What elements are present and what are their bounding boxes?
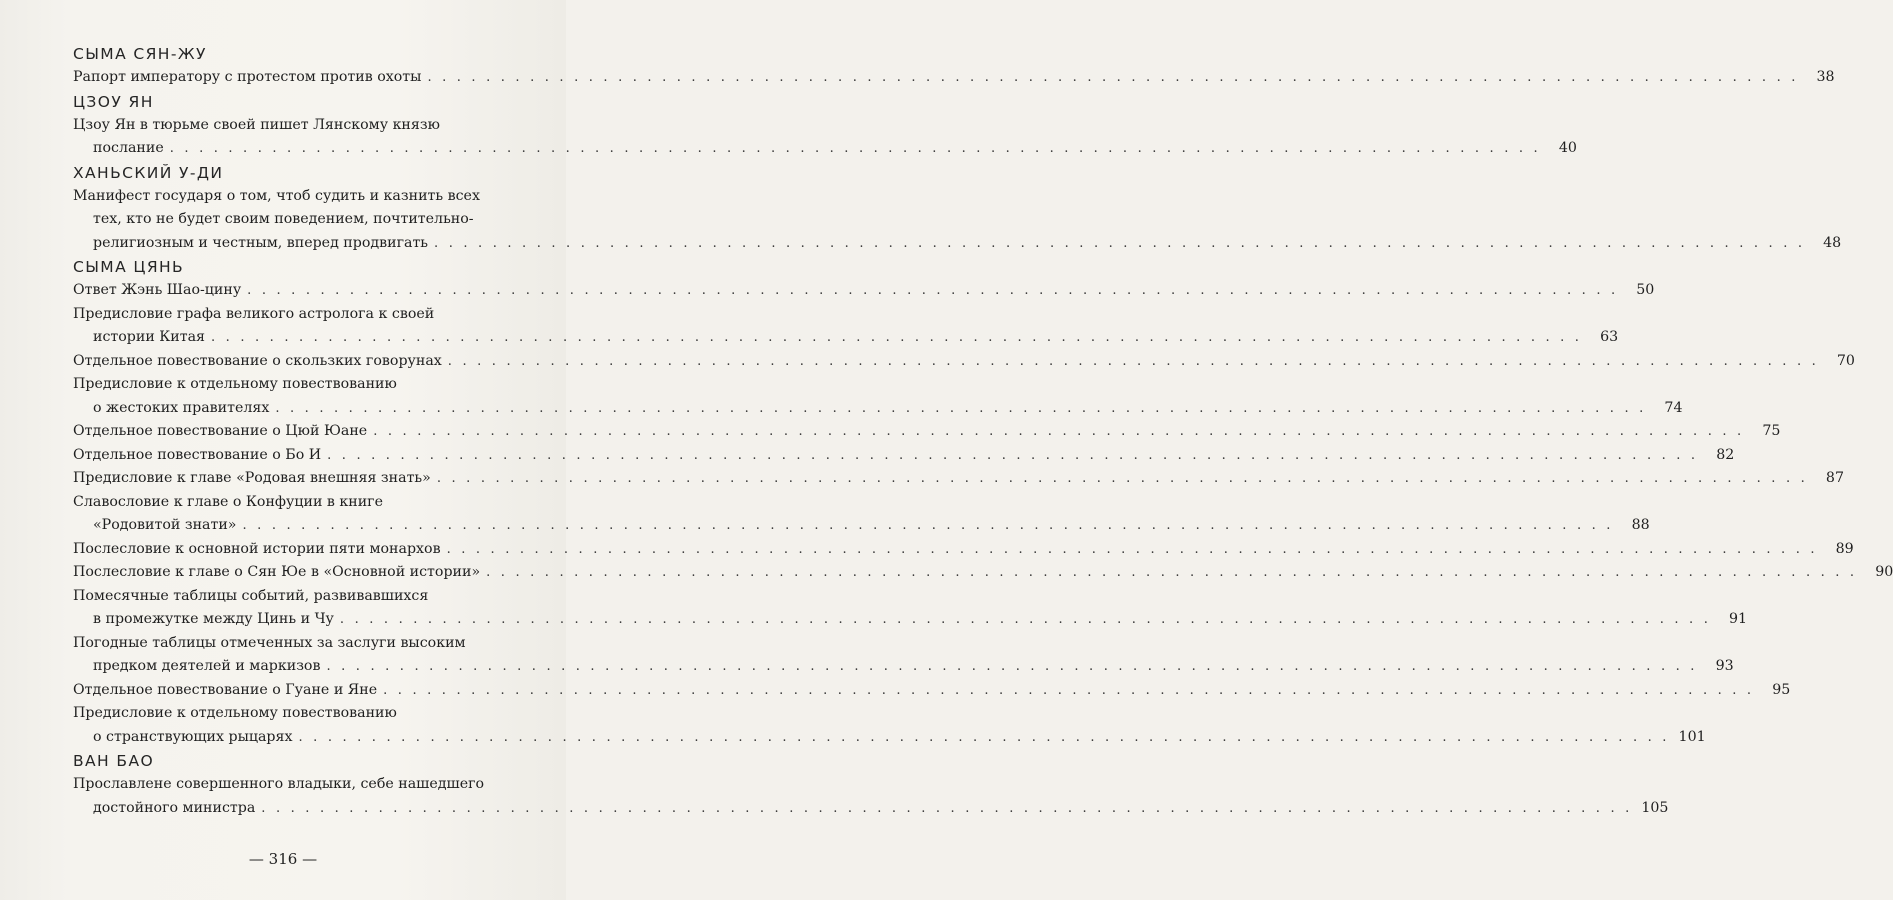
entry-title-text: Послесловие к главе о Сян Юе в «Основной истории» bbox=[73, 564, 481, 580]
toc-entry[interactable] bbox=[73, 679, 1791, 703]
dot-leader: . . . . . . . . . . . . . . . . . . . . . . . . . . . . . . . . . . . . . . . . . . . . . . . . . . . . . . . . . . . . . . . . . . . . . . . . . . . . . . . . . . . . . . . . . . . . . . bbox=[242, 518, 1614, 533]
toc-entry-line bbox=[73, 726, 1706, 750]
toc-entry[interactable] bbox=[73, 561, 1893, 585]
toc-section bbox=[73, 749, 1669, 820]
entry-title-text: о жестоких правителях bbox=[93, 399, 270, 416]
toc-entry-line bbox=[73, 467, 1844, 491]
dot-leader: . . . . . . . . . . . . . . . . . . . . . . . . . . . . . . . . . . . . . . . . . . . . . . . . . . . . . . . . . . . . . . . . . . . . . . . . . . . . . . . . . . . . . . . . . . . . . . bbox=[446, 541, 1818, 557]
dot-leader: . . . . . . . . . . . . . . . . . . . . . . . . . . . . . . . . . . . . . . . . . . . . . . . . . . . . . . . . . . . . . . . . . . . . . . . . . . . . . . . . . . . . . . . . . . . . . . bbox=[436, 471, 1808, 486]
dot-leader: . . . . . . . . . . . . . . . . . . . . . . . . . . . . . . . . . . . . . . . . . . . . . . . . . . . . . . . . . . . . . . . . . . . . . . . . . . . . . . . . . . . . . . . . . . . . . . bbox=[447, 353, 1819, 369]
toc-section bbox=[73, 255, 1893, 749]
author-heading: ВАН БАО bbox=[73, 752, 155, 770]
entry-page-number: 93 bbox=[1715, 658, 1734, 674]
toc-entry-line bbox=[73, 702, 537, 726]
page-number-footer: — 316 — bbox=[248, 850, 318, 868]
entry-title-text: Предисловие к главе «Родовая внешняя знать» bbox=[73, 470, 431, 486]
dot-leader: . . . . . . . . . . . . . . . . . . . . . . . . . . . . . . . . . . . . . . . . . . . . . . . . . . . . . . . . . . . . . . . . . . . . . . . . . . . . . . . . . . . . . . . . . . . . . . bbox=[298, 729, 1670, 745]
toc-entry-line bbox=[73, 114, 537, 138]
toc-entry[interactable] bbox=[73, 444, 1735, 468]
entry-page-number: 50 bbox=[1636, 282, 1655, 298]
toc-entry-line bbox=[73, 420, 1781, 444]
entry-title-text: Прославлене совершенного владыки, себе нашедшего bbox=[73, 776, 485, 792]
toc-entry-line bbox=[73, 585, 537, 609]
toc-entry[interactable] bbox=[73, 303, 1619, 350]
toc-entry[interactable] bbox=[73, 773, 1669, 820]
entry-title-text: Ответ Жэнь Шао-цину bbox=[73, 282, 242, 298]
dot-leader: . . . . . . . . . . . . . . . . . . . . . . . . . . . . . . . . . . . . . . . . . . . . . . . . . . . . . . . . . . . . . . . . . . . . . . . . . . . . . . . . . . . . . . . . . . . . . . bbox=[211, 330, 1583, 345]
toc-entry[interactable] bbox=[73, 632, 1734, 679]
entry-title-text: Рапорт императору с протестом против охоты bbox=[73, 69, 422, 85]
toc-section bbox=[73, 90, 1577, 161]
dot-leader: . . . . . . . . . . . . . . . . . . . . . . . . . . . . . . . . . . . . . . . . . . . . . . . . . . . . . . . . . . . . . . . . . . . . . . . . . . . . . . . . . . . . . . . . . . . . . . bbox=[427, 70, 1799, 85]
dot-leader: . . . . . . . . . . . . . . . . . . . . . . . . . . . . . . . . . . . . . . . . . . . . . . . . . . . . . . . . . . . . . . . . . . . . . . . . . . . . . . . . . . . . . . . . . . . . . . bbox=[326, 659, 1698, 674]
entry-title-text: послание bbox=[93, 140, 164, 156]
toc-section bbox=[73, 161, 1842, 256]
toc-entry-line bbox=[73, 397, 1683, 421]
author-heading: ЦЗОУ ЯН bbox=[73, 92, 154, 111]
dot-leader: . . . . . . . . . . . . . . . . . . . . . . . . . . . . . . . . . . . . . . . . . . . . . . . . . . . . . . . . . . . . . . . . . . . . . . . . . . . . . . . . . . . . . . . . . . . . . . bbox=[486, 565, 1858, 580]
entry-title-text: Манифест государя о том, чтоб судить и казнить всех bbox=[73, 187, 480, 204]
toc-entry[interactable] bbox=[73, 350, 1855, 374]
toc-entry-line bbox=[73, 326, 1619, 350]
entry-page-number: 75 bbox=[1762, 423, 1781, 439]
toc-entry-line bbox=[73, 279, 1655, 303]
entry-title-text: достойного министра bbox=[93, 799, 256, 816]
entry-title-text: Предисловие графа великого астролога к своей bbox=[73, 305, 435, 322]
entry-title-text: Славословие к главе о Конфуции в книге bbox=[73, 493, 384, 510]
toc-entry[interactable] bbox=[73, 420, 1781, 444]
entry-title-text: о странствующих рыцарях bbox=[93, 728, 293, 745]
toc-section bbox=[73, 42, 1835, 90]
dot-leader: . . . . . . . . . . . . . . . . . . . . . . . . . . . . . . . . . . . . . . . . . . . . . . . . . . . . . . . . . . . . . . . . . . . . . . . . . . . . . . . . . . . . . . . . . . . . . . bbox=[247, 283, 1619, 298]
author-heading: СЫМА ЦЯНЬ bbox=[73, 258, 185, 276]
entry-title-text: Предисловие к отдельному повествованию bbox=[73, 705, 397, 721]
toc-entry[interactable] bbox=[73, 491, 1650, 538]
entry-title-text: Послесловие к основной истории пяти монархов bbox=[73, 540, 441, 557]
entry-page-number: 95 bbox=[1772, 681, 1791, 698]
entry-title-text: Отдельное повествование о Бо И bbox=[73, 446, 322, 463]
toc-entry-line bbox=[73, 608, 1748, 632]
entry-page-number: 48 bbox=[1823, 234, 1842, 251]
toc-entry[interactable] bbox=[73, 702, 1706, 749]
entry-title-text: «Родовитой знати» bbox=[93, 517, 237, 533]
dot-leader: . . . . . . . . . . . . . . . . . . . . . . . . . . . . . . . . . . . . . . . . . . . . . . . . . . . . . . . . . . . . . . . . . . . . . . . . . . . . . . . . . . . . . . . . . . . . . . bbox=[373, 424, 1745, 439]
toc-entry[interactable] bbox=[73, 373, 1683, 420]
dot-leader: . . . . . . . . . . . . . . . . . . . . . . . . . . . . . . . . . . . . . . . . . . . . . . . . . . . . . . . . . . . . . . . . . . . . . . . . . . . . . . . . . . . . . . . . . . . . . . bbox=[169, 141, 1541, 156]
toc-entry-line bbox=[73, 444, 1735, 468]
entry-title-text: предком деятелей и маркизов bbox=[93, 658, 321, 674]
entry-title-text: Помесячные таблицы событий, развивавшихся bbox=[73, 587, 429, 604]
toc-entry-line bbox=[73, 137, 1577, 161]
dot-leader: . . . . . . . . . . . . . . . . . . . . . . . . . . . . . . . . . . . . . . . . . . . . . . . . . . . . . . . . . . . . . . . . . . . . . . . . . . . . . . . . . . . . . . . . . . . . . . bbox=[339, 612, 1712, 627]
entry-page-number: 90 bbox=[1875, 564, 1893, 580]
toc-entry[interactable] bbox=[73, 538, 1854, 562]
entry-title-text: Отдельное повествование о Цюй Юане bbox=[73, 423, 368, 439]
entry-page-number: 82 bbox=[1716, 446, 1735, 463]
toc-entry-line bbox=[73, 679, 1791, 703]
author-heading: СЫМА СЯН-ЖУ bbox=[73, 45, 207, 63]
entry-title-text: в промежутке между Цинь и Чу bbox=[93, 611, 334, 627]
entry-page-number: 91 bbox=[1729, 611, 1748, 627]
toc-entry-line bbox=[73, 655, 1734, 679]
entry-page-number: 88 bbox=[1631, 517, 1650, 533]
toc-entry-line bbox=[73, 773, 537, 797]
dot-leader: . . . . . . . . . . . . . . . . . . . . . . . . . . . . . . . . . . . . . . . . . . . . . . . . . . . . . . . . . . . . . . . . . . . . . . . . . . . . . . . . . . . . . . . . . . . . . . bbox=[327, 447, 1699, 463]
dot-leader: . . . . . . . . . . . . . . . . . . . . . . . . . . . . . . . . . . . . . . . . . . . . . . . . . . . . . . . . . . . . . . . . . . . . . . . . . . . . . . . . . . . . . . . . . . . . . . bbox=[275, 400, 1647, 416]
toc-entry-line bbox=[73, 185, 537, 209]
toc-entry-line bbox=[73, 350, 1855, 374]
entry-page-number: 89 bbox=[1835, 540, 1854, 557]
toc-entry-line bbox=[73, 208, 537, 232]
toc-entry[interactable] bbox=[73, 185, 1842, 256]
toc-entry-line bbox=[73, 491, 537, 515]
entry-page-number: 74 bbox=[1664, 399, 1683, 416]
toc-entry[interactable] bbox=[73, 114, 1577, 161]
table-of-contents bbox=[73, 42, 1893, 820]
toc-entry-line bbox=[73, 538, 1854, 562]
dot-leader: . . . . . . . . . . . . . . . . . . . . . . . . . . . . . . . . . . . . . . . . . . . . . . . . . . . . . . . . . . . . . . . . . . . . . . . . . . . . . . . . . . . . . . . . . . . . . . bbox=[434, 235, 1806, 251]
toc-entry-line bbox=[73, 632, 537, 656]
toc-entry-line bbox=[73, 797, 1669, 821]
entry-title-text: Предисловие к отдельному повествованию bbox=[73, 376, 397, 392]
toc-entry-line bbox=[73, 66, 1835, 90]
toc-entry[interactable] bbox=[73, 279, 1655, 303]
entry-title-text: религиозным и честным, вперед продвигать bbox=[93, 234, 429, 251]
entry-title-text: тех, кто не будет своим поведением, почтительно- bbox=[93, 211, 474, 227]
toc-entry-line bbox=[73, 514, 1650, 538]
entry-page-number: 101 bbox=[1678, 728, 1706, 745]
entry-title-text: Погодные таблицы отмеченных за заслуги высоким bbox=[73, 634, 466, 651]
entry-page-number: 38 bbox=[1816, 69, 1835, 85]
entry-page-number: 70 bbox=[1836, 352, 1855, 369]
entry-title-text: истории Китая bbox=[93, 329, 205, 345]
dot-leader: . . . . . . . . . . . . . . . . . . . . . . . . . . . . . . . . . . . . . . . . . . . . . . . . . . . . . . . . . . . . . . . . . . . . . . . . . . . . . . . . . . . . . . . . . . . . . . bbox=[383, 682, 1755, 698]
toc-entry-line bbox=[73, 373, 537, 397]
toc-entry-line bbox=[73, 561, 1893, 585]
entry-title-text: Отдельное повествование о Гуане и Яне bbox=[73, 681, 378, 698]
toc-entry[interactable] bbox=[73, 66, 1835, 90]
entry-page-number: 87 bbox=[1825, 470, 1844, 486]
entry-page-number: 63 bbox=[1600, 329, 1619, 345]
entry-title-text: Цзоу Ян в тюрьме своей пишет Лянскому князю bbox=[73, 116, 440, 133]
dot-leader: . . . . . . . . . . . . . . . . . . . . . . . . . . . . . . . . . . . . . . . . . . . . . . . . . . . . . . . . . . . . . . . . . . . . . . . . . . . . . . . . . . . . . . . . . . . . . . bbox=[261, 800, 1633, 816]
toc-entry[interactable] bbox=[73, 467, 1844, 491]
toc-entry-line bbox=[73, 232, 1842, 256]
author-heading: ХАНЬСКИЙ У-ДИ bbox=[73, 163, 224, 182]
toc-entry[interactable] bbox=[73, 585, 1748, 632]
toc-entry-line bbox=[73, 303, 537, 327]
entry-page-number: 105 bbox=[1641, 799, 1669, 816]
entry-page-number: 40 bbox=[1558, 140, 1577, 156]
entry-title-text: Отдельное повествование о скользких говорунах bbox=[73, 352, 442, 369]
